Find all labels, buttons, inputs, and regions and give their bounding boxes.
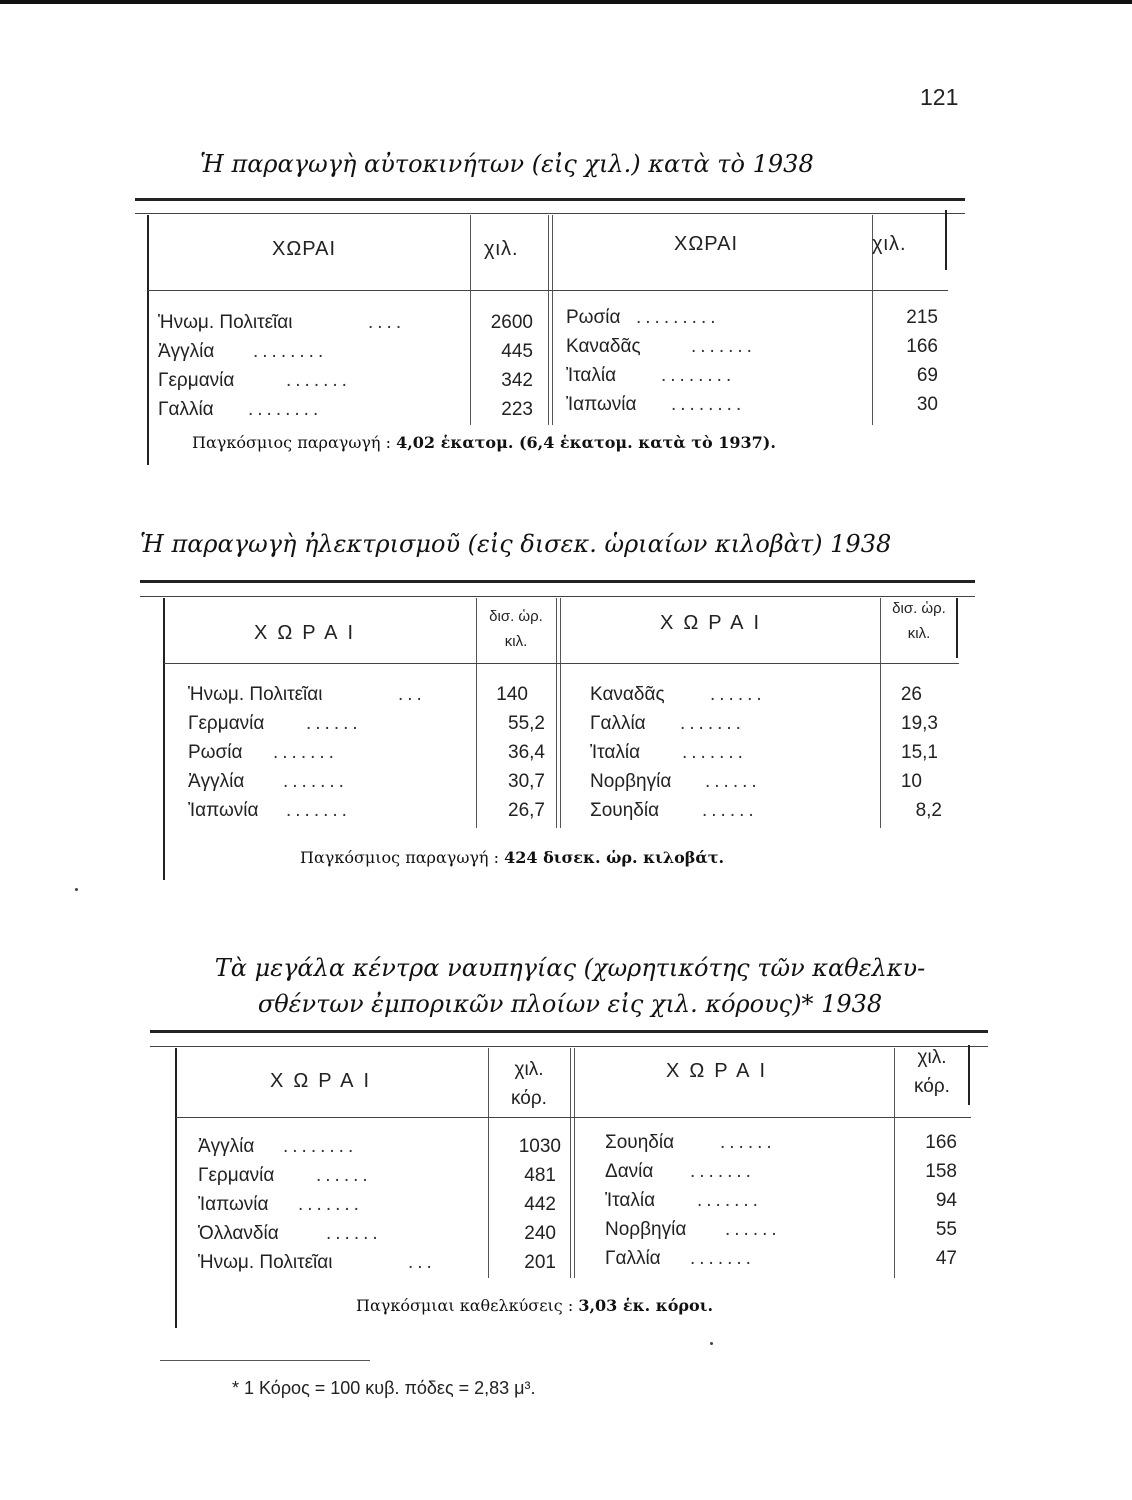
header-countries: ΧΩΡΑΙ <box>254 622 364 644</box>
country-name: Ὁλλανδία <box>198 1223 279 1244</box>
country-name: Καναδᾶς <box>566 336 641 357</box>
page-number: 121 <box>920 84 959 110</box>
value: 55,2 <box>508 713 545 734</box>
header-unit <box>490 1055 568 1113</box>
leader-dots: ...... <box>705 771 761 792</box>
table-row <box>590 767 952 796</box>
value: 166 <box>906 336 938 357</box>
column-divider <box>570 1048 575 1278</box>
leader-dots: ....... <box>682 742 747 763</box>
header-unit-line2: κόρ. <box>511 1088 547 1109</box>
paper-speck <box>710 1342 713 1345</box>
leader-dots: ........ <box>248 399 323 420</box>
page-top-edge <box>0 0 1132 4</box>
total-label: Παγκόσμιος παραγωγή : <box>192 433 391 452</box>
value: 36,4 <box>508 742 545 763</box>
table-row <box>605 1128 960 1157</box>
header-countries: ΧΩΡΑΙ <box>660 612 770 634</box>
value: 215 <box>906 307 938 328</box>
table-row <box>198 1190 566 1219</box>
value: 201 <box>524 1252 556 1273</box>
table-row <box>590 738 952 767</box>
country-name: Γαλλία <box>605 1248 661 1269</box>
table-top-rule <box>140 580 975 583</box>
value: 47 <box>935 1248 957 1269</box>
country-name: Γερμανία <box>188 713 265 734</box>
table-top-rule-thin <box>150 1046 988 1047</box>
table-row <box>590 680 952 709</box>
value: 94 <box>935 1190 957 1211</box>
leader-dots: ... <box>398 684 426 705</box>
table-row <box>188 767 553 796</box>
leader-dots: ....... <box>697 1190 762 1211</box>
column-divider <box>945 210 947 270</box>
leader-dots: ...... <box>710 684 766 705</box>
value: 442 <box>524 1194 556 1215</box>
section-title-line1: Τὰ μεγάλα κέντρα ναυπηγίας (χωρητικότης τῶν καθελκυ- <box>214 954 926 982</box>
table-row <box>605 1215 960 1244</box>
country-name: Ρωσία <box>566 307 621 328</box>
header-countries: ΧΩΡΑΙ <box>666 1060 776 1082</box>
table-row <box>590 796 952 825</box>
world-total <box>300 848 724 867</box>
table-row <box>198 1219 566 1248</box>
leader-dots: ...... <box>326 1223 382 1244</box>
total-value: 424 δισεκ. ὡρ. κιλοβάτ. <box>504 848 725 867</box>
value: 1030 <box>518 1136 561 1157</box>
value: 69 <box>916 365 938 386</box>
table-row <box>566 361 938 390</box>
leader-dots: .... <box>368 312 406 333</box>
table-row <box>605 1186 960 1215</box>
value: 10 <box>900 771 922 792</box>
header-unit-line1: χιλ. <box>514 1059 544 1080</box>
header-countries: ΧΩΡΑΙ <box>270 1070 380 1092</box>
column-divider <box>956 598 958 658</box>
value: 223 <box>501 399 533 420</box>
header-rule <box>164 663 959 664</box>
value: 342 <box>501 370 533 391</box>
table-row <box>158 308 548 337</box>
table-top-rule <box>150 1030 988 1033</box>
country-name: Ἀγγλία <box>188 771 245 792</box>
header-unit-line1: δισ. ὡρ. <box>892 600 946 617</box>
country-name: Ἰταλία <box>590 742 641 763</box>
right-column-rows <box>566 303 938 419</box>
country-name: Ἀγγλία <box>198 1136 255 1157</box>
leader-dots: ........ <box>253 341 328 362</box>
right-column-rows <box>590 680 952 825</box>
footnote: * 1 Κόρος = 100 κυβ. πόδες = 2,83 μ³. <box>232 1378 536 1398</box>
value: 26 <box>900 684 922 705</box>
leader-dots: ......... <box>636 307 720 328</box>
column-divider <box>556 598 561 828</box>
header-unit: χιλ. <box>872 233 907 255</box>
header-countries: ΧΩΡΑΙ <box>272 238 337 260</box>
table-top-rule-thin <box>140 596 975 597</box>
table-row <box>188 738 553 767</box>
value: 30,7 <box>508 771 545 792</box>
value: 26,7 <box>508 800 545 821</box>
leader-dots: ...... <box>306 713 362 734</box>
leader-dots: ...... <box>702 800 758 821</box>
country-name: Ἡνωμ. Πολιτεῖαι <box>158 312 293 333</box>
value: 15,1 <box>901 742 938 763</box>
country-name: Ἡνωμ. Πολιτεῖαι <box>198 1252 333 1273</box>
value: 8,2 <box>915 800 942 821</box>
header-unit <box>896 1043 968 1101</box>
country-name: Ἰαπωνία <box>198 1194 269 1215</box>
country-name: Σουηδία <box>590 800 660 821</box>
country-name: Σουηδία <box>605 1132 675 1153</box>
country-name: Ἡνωμ. Πολιτεῖαι <box>188 684 323 705</box>
value: 140 <box>496 684 528 705</box>
country-name: Γαλλία <box>590 713 646 734</box>
header-unit: χιλ. <box>484 238 519 260</box>
leader-dots: ...... <box>725 1219 781 1240</box>
value: 19,3 <box>901 713 938 734</box>
left-column-rows <box>198 1132 566 1277</box>
country-name: Ἰταλία <box>566 365 617 386</box>
leader-dots: ....... <box>283 771 348 792</box>
leader-dots: ....... <box>691 336 756 357</box>
section-title <box>150 950 990 1022</box>
leader-dots: ...... <box>316 1165 372 1186</box>
country-name: Γερμανία <box>198 1165 275 1186</box>
table-row <box>590 709 952 738</box>
leader-dots: ....... <box>286 370 351 391</box>
country-name: Νορβηγία <box>605 1219 687 1240</box>
table-row <box>188 796 553 825</box>
header-unit-line2: κιλ. <box>504 633 528 650</box>
table-row <box>198 1161 566 1190</box>
country-name: Ἰαπωνία <box>566 394 637 415</box>
table-row <box>198 1132 566 1161</box>
footnote-separator <box>160 1360 370 1361</box>
leader-dots: ....... <box>690 1248 755 1269</box>
left-column-rows <box>158 308 548 424</box>
table-top-rule-thin <box>135 213 965 214</box>
leader-dots: ....... <box>680 713 745 734</box>
header-unit-line1: χιλ. <box>917 1047 947 1068</box>
leader-dots: ....... <box>286 800 351 821</box>
table-row <box>566 303 938 332</box>
leader-dots: ... <box>408 1252 436 1273</box>
value: 240 <box>524 1223 556 1244</box>
value: 166 <box>925 1132 957 1153</box>
table-row <box>605 1157 960 1186</box>
value: 158 <box>925 1161 957 1182</box>
table-row <box>158 337 548 366</box>
value: 481 <box>524 1165 556 1186</box>
leader-dots: ........ <box>283 1136 358 1157</box>
table-row <box>566 390 938 419</box>
leader-dots: ........ <box>661 365 736 386</box>
table-row <box>198 1248 566 1277</box>
world-total <box>356 1296 713 1315</box>
total-value: 3,03 ἑκ. κόροι. <box>578 1296 714 1315</box>
country-name: Γαλλία <box>158 399 214 420</box>
leader-dots: ...... <box>720 1132 776 1153</box>
value: 30 <box>916 394 938 415</box>
table-row <box>158 366 548 395</box>
country-name: Καναδᾶς <box>590 684 665 705</box>
section-title: Ἡ παραγωγὴ ἠλεκτρισμοῦ (εἰς δισεκ. ὡριαίων κιλοβὰτ) 1938 <box>140 530 892 558</box>
left-column-rows <box>188 680 553 825</box>
header-countries: ΧΩΡΑΙ <box>674 233 739 255</box>
country-name: Ἰαπωνία <box>188 800 259 821</box>
table-row <box>158 395 548 424</box>
header-rule <box>176 1117 971 1118</box>
country-name: Νορβηγία <box>590 771 672 792</box>
column-divider <box>548 215 553 425</box>
header-unit-line1: δισ. ὡρ. <box>489 608 543 625</box>
total-value: 4,02 ἑκατομ. (6,4 ἑκατομ. κατὰ τὸ 1937). <box>396 433 776 452</box>
leader-dots: ....... <box>298 1194 363 1215</box>
leader-dots: ....... <box>273 742 338 763</box>
header-unit-line2: κιλ. <box>907 625 931 642</box>
table-row <box>605 1244 960 1273</box>
value: 2600 <box>490 312 533 333</box>
paper-speck <box>75 888 78 891</box>
right-column-rows <box>605 1128 960 1273</box>
country-name: Γερμανία <box>158 370 235 391</box>
total-label: Παγκόσμιος παραγωγή : <box>300 848 499 867</box>
column-divider <box>968 1045 970 1105</box>
header-unit <box>882 596 956 646</box>
value: 445 <box>501 341 533 362</box>
country-name: Δανία <box>605 1161 654 1182</box>
table-row <box>188 709 553 738</box>
section-title: Ἡ παραγωγὴ αὐτοκινήτων (εἰς χιλ.) κατὰ τὸ 1938 <box>200 150 814 178</box>
country-name: Ἀγγλία <box>158 341 215 362</box>
header-unit <box>478 604 554 654</box>
world-total <box>192 433 776 452</box>
country-name: Ρωσία <box>188 742 243 763</box>
leader-dots: ........ <box>671 394 746 415</box>
header-rule <box>148 290 948 291</box>
value: 55 <box>935 1219 957 1240</box>
table-row <box>566 332 938 361</box>
leader-dots: ....... <box>690 1161 755 1182</box>
total-label: Παγκόσμιαι καθελκύσεις : <box>356 1296 574 1315</box>
header-unit-line2: κόρ. <box>914 1076 950 1097</box>
country-name: Ἰταλία <box>605 1190 656 1211</box>
section-title-line2: σθέντων ἐμπορικῶν πλοίων εἰς χιλ. κόρους)* 1938 <box>257 990 883 1018</box>
table-top-rule <box>135 198 965 201</box>
table-row <box>188 680 553 709</box>
